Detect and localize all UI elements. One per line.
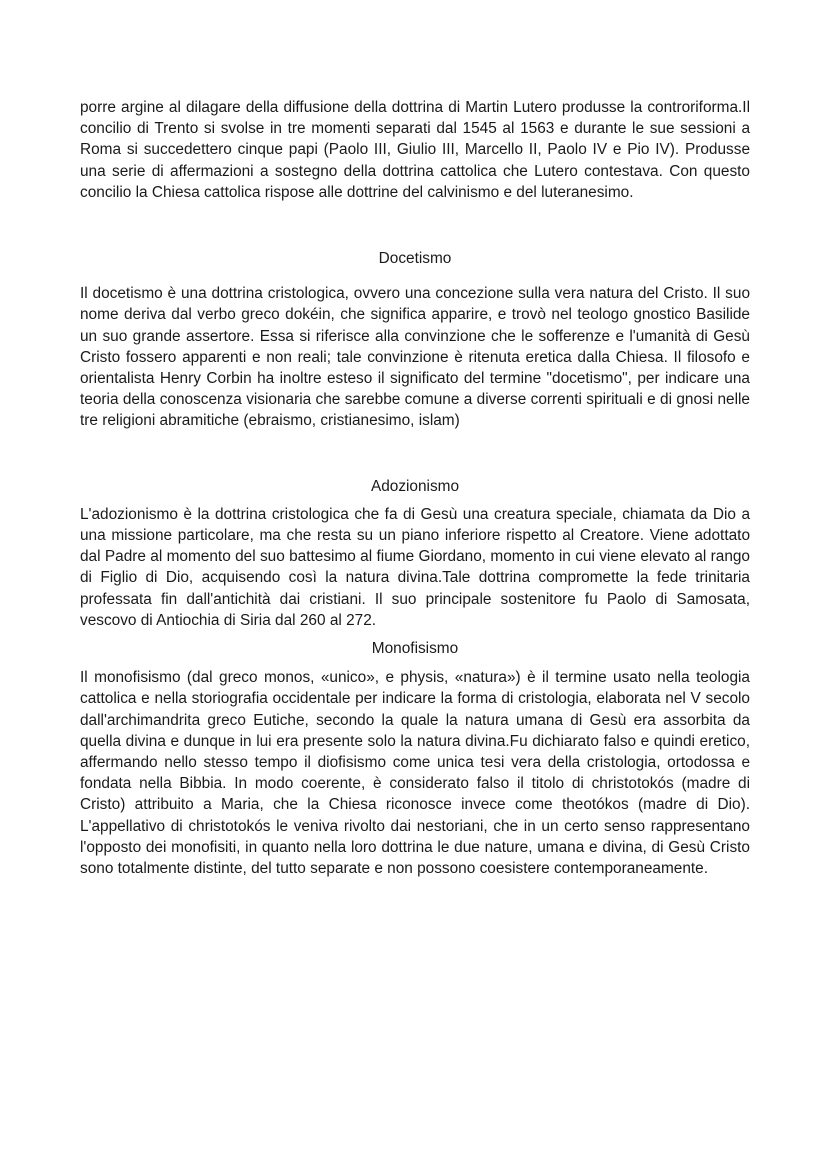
section-body-docetismo: Il docetismo è una dottrina cristologica, ovvero una concezione sulla vera natura del Cristo. Il suo nome deriva dal verbo greco dokéin, che significa apparire, e trovò nel teologo gnostico Basilide un suo grande assertore. Essa si riferisce alla convinzione che le sofferenze e l'umanità di Gesù Cristo fossero apparenti e non reali; tale convinzione è ritenuta eretica dalla Chiesa. Il filosofo e orientalista Henry Corbin ha inoltre esteso il significato del termine "docetismo", per indicare una teoria della conoscenza visionaria che sarebbe comune a diverse correnti spirituali e di gnosi nelle tre religioni abramitiche (ebraismo, cristianesimo, islam) <box>80 285 750 430</box>
section-body-adozionismo: L'adozionismo è la dottrina cristologica che fa di Gesù una creatura speciale, chiamata da Dio a una missione particolare, ma che resta su un piano inferiore rispetto al Creatore. Viene adottato dal Padre al momento del suo battesimo al fiume Giordano, momento in cui viene elevato al rango di Figlio di Dio, acquisendo così la natura divina.Tale dottrina compromette la fede trinitaria professata fin dall'antichità dai cristiani. Il suo principale sostenitore fu Paolo di Samosata, vescovo di Antiochia di Siria dal 260 al 272. <box>80 505 750 629</box>
intro-paragraph: porre argine al dilagare della diffusione della dottrina di Martin Lutero produsse la controriforma.Il concilio di Trento si svolse in tre momenti separati dal 1545 al 1563 e durante le sue sessioni a Roma si succedettero cinque papi (Paolo III, Giulio III, Marcello II, Paolo IV e Pio IV). Produsse una serie di affermazioni a sostegno della dottrina cattolica che Lutero contestava. Con questo concilio la Chiesa cattolica rispose alle dottrine del calvinismo e del luteranesimo. <box>80 99 750 201</box>
section-body-monofisismo: Il monofisismo (dal greco monos, «unico», e physis, «natura») è il termine usato nella teologia cattolica e nella storiografia occidentale per indicare la forma di cristologia, elaborata nel V secolo dall'archimandrita greco Eutiche, secondo la quale la natura umana di Gesù era assorbita da quella divina e dunque in lui era presente solo la natura divina.Fu dichiarato falso e quindi eretico, affermando nello stesso tempo il diofisismo come unica tesi vera della cristologia, ortodossa e fondata nella Bibbia. In modo coerente, è considerato falso il titolo di christotokós (madre di Cristo) attribuito a Maria, che la Chiesa riconosce invece come theotókos (madre di Dio). L'appellativo di christotokós le veniva rivolto dai nestoriani, che in un certo senso rappresentano l'opposto dei monofisiti, in quanto nella loro dottrina le due nature, umana e divina, di Gesù Cristo sono totalmente distinte, del tutto separate e non possono coesistere contemporaneamente. <box>80 669 750 878</box>
page-content <box>80 97 750 879</box>
section-heading-docetismo: Docetismo <box>378 250 452 268</box>
section-heading-monofisismo: Monofisismo <box>371 640 459 658</box>
section-heading-adozionismo: Adozionismo <box>370 477 460 495</box>
